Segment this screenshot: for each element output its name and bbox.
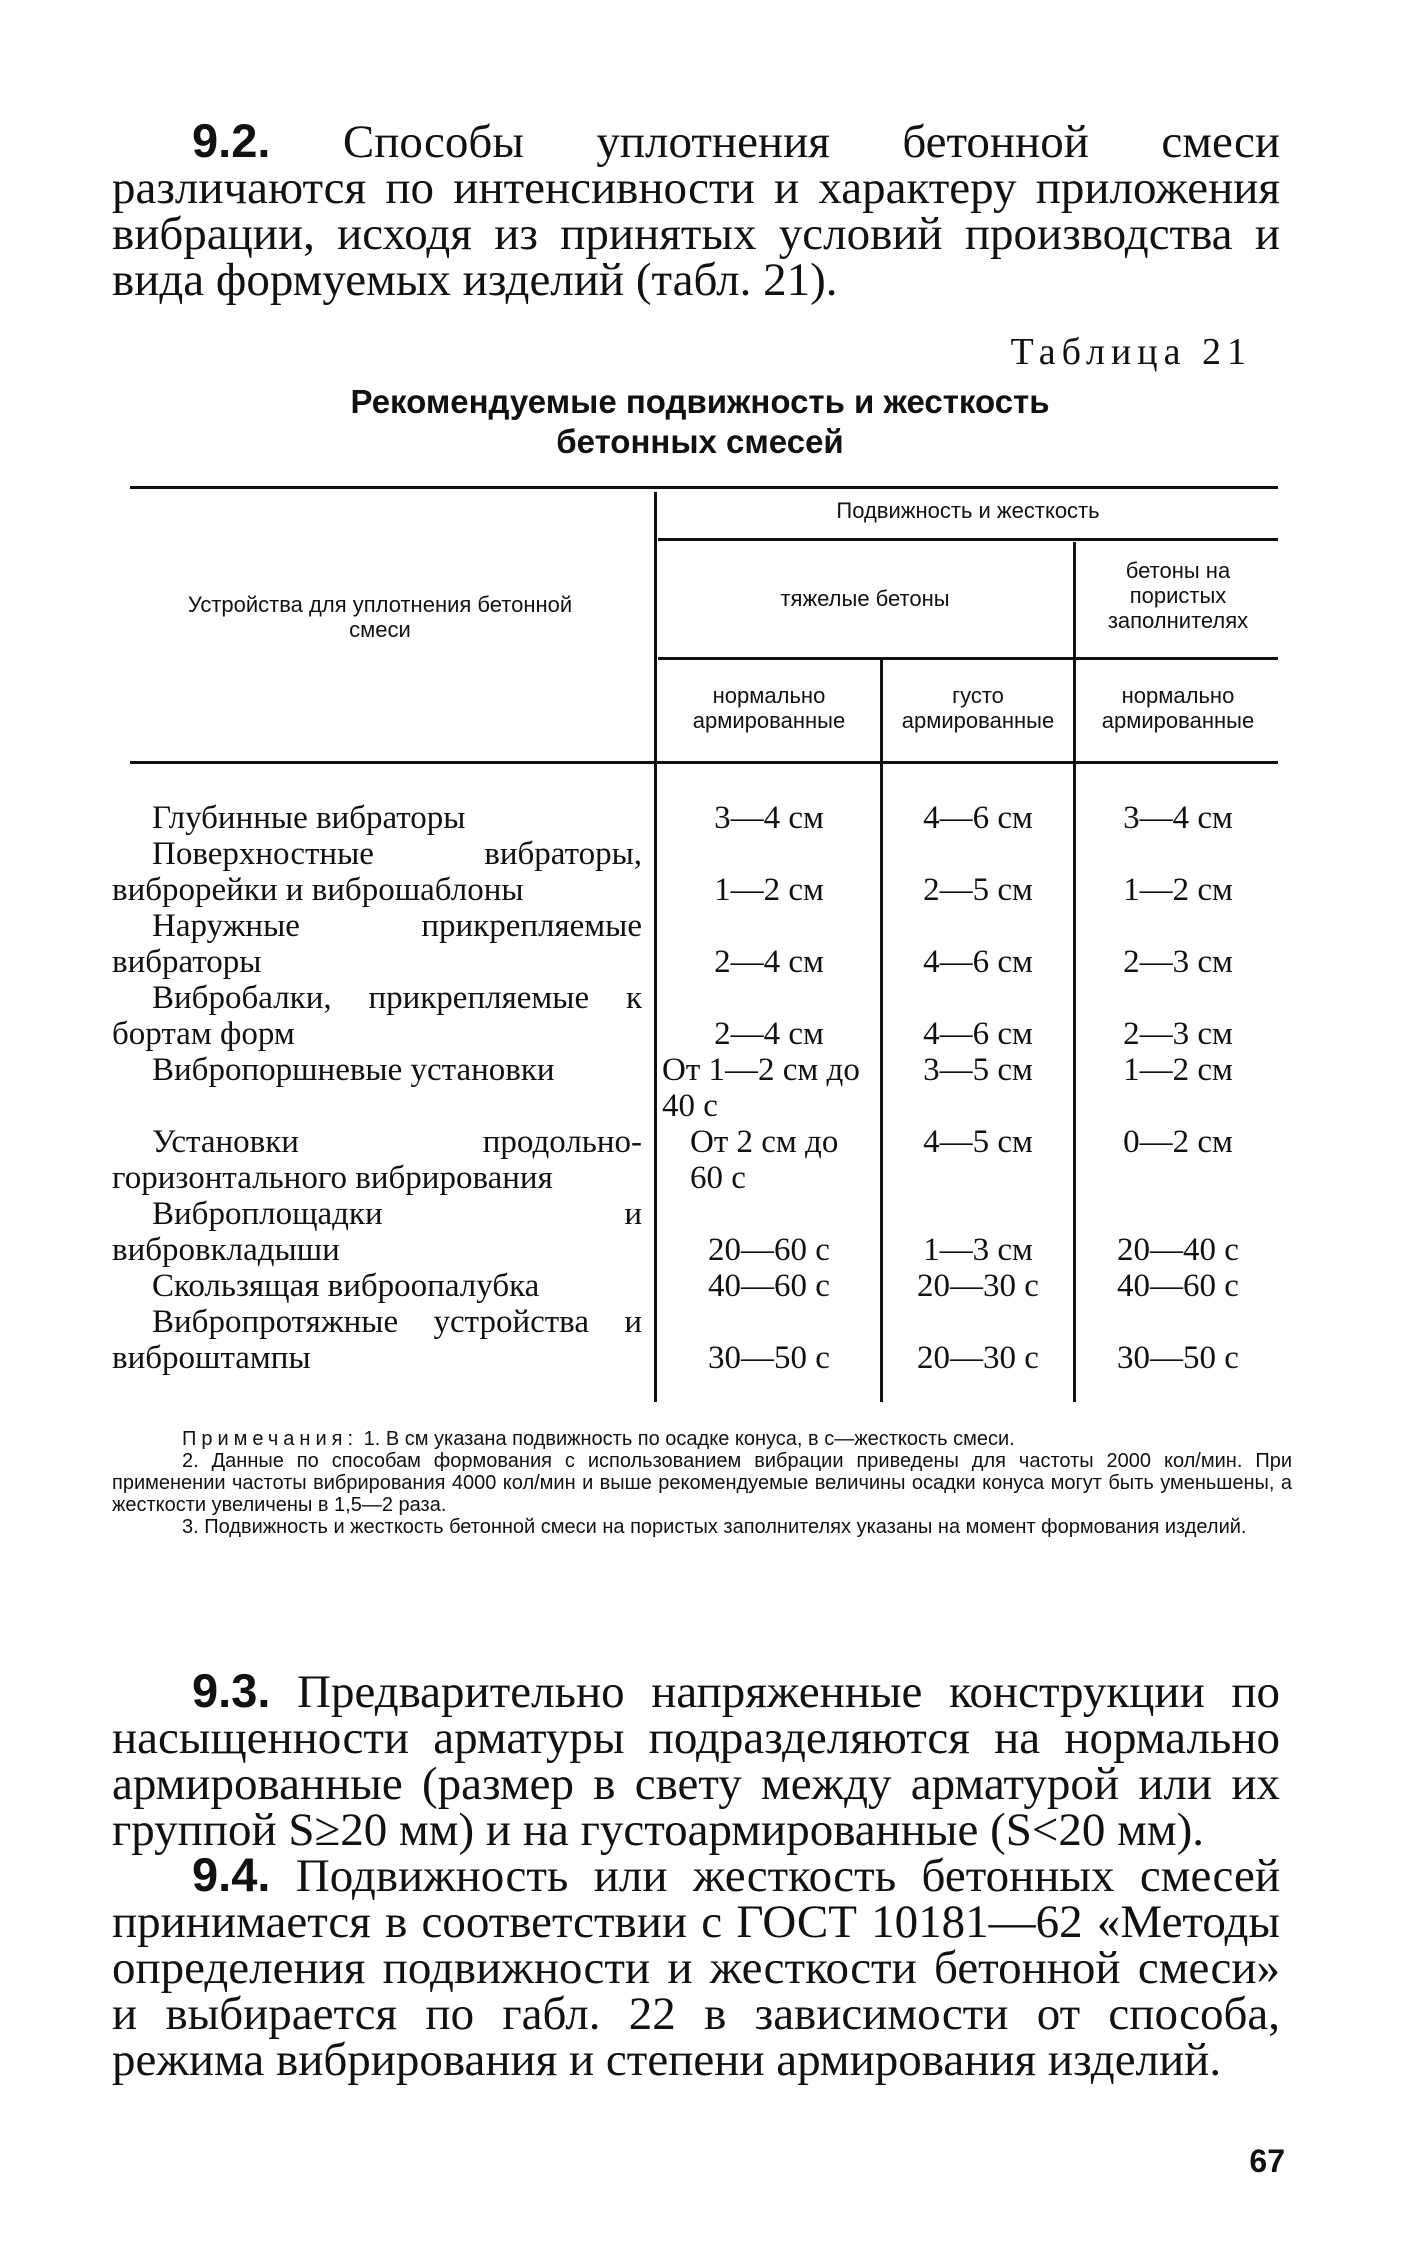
paragraph-9-4 bbox=[112, 1848, 1280, 2086]
table-row-label: Поверхностные вибраторы, виброрейки и виброшаблоны bbox=[112, 836, 642, 908]
table-cell: 4—5 см bbox=[923, 1124, 1033, 1160]
header-porous-concrete: бетоны на пористых заполнителях bbox=[1107, 558, 1249, 633]
table-cell: 2—3 см bbox=[1123, 944, 1233, 980]
table-top-rule bbox=[130, 486, 1278, 489]
table-row-label: Установки продольно-горизонтального вибрирования bbox=[112, 1124, 642, 1196]
paragraph-number: 9.4. bbox=[192, 1848, 271, 1901]
header-bottom-rule bbox=[130, 761, 1278, 764]
header-heavy-concrete: тяжелые бетоны bbox=[780, 586, 950, 611]
column-divider bbox=[654, 492, 657, 1402]
paragraph-9-3 bbox=[112, 1664, 1280, 1856]
table-row-label: Виброплощадки и вибровкладыши bbox=[112, 1196, 642, 1268]
table-row-label: Вибробалки, прикрепляемые к бортам форм bbox=[112, 980, 642, 1052]
table-cell: 1—2 см bbox=[1123, 1052, 1233, 1088]
table-cell: 1—2 см bbox=[1123, 872, 1233, 908]
header-rule bbox=[658, 538, 1278, 541]
table-cell: 2—4 см bbox=[714, 1016, 824, 1052]
table-cell: От 1—2 см до 40 с bbox=[662, 1052, 860, 1124]
note-2: 2. Данные по способам формования с использованием вибрации приведены для частоты 2000 кол/мин. При применении частоты вибрирования 4000 кол/мин и выше рекомендуемые величины осадки конуса могут быть уменьшены, а жесткости увеличены в 1,5—2 раза. bbox=[112, 1450, 1292, 1516]
table-cell: 1—2 см bbox=[714, 872, 824, 908]
paragraph-number: 9.3. bbox=[192, 1664, 271, 1717]
table-row-label: Вибропротяжные устройства и виброштампы bbox=[112, 1304, 642, 1376]
table-cell: 2—5 см bbox=[923, 872, 1033, 908]
table-cell: 2—3 см bbox=[1123, 1016, 1233, 1052]
table-cell: 20—40 с bbox=[1117, 1232, 1239, 1268]
table-cell: 4—6 см bbox=[923, 944, 1033, 980]
table-row-label: Наружные прикрепляемые вибраторы bbox=[112, 908, 642, 980]
paragraph-text: Предварительно напряженные конструкции по насыщенности арматуры подразделяются на нормально армированные (размер в свету между арматурой или их группой S≥20 мм) и на густоармированные (S<20 мм). bbox=[112, 1666, 1280, 1856]
table-cell: 1—3 см bbox=[923, 1232, 1033, 1268]
paragraph-9-2 bbox=[112, 114, 1280, 306]
table-row-label: Вибропоршневые установки bbox=[152, 1052, 555, 1088]
table-label: Таблица 21 bbox=[1010, 331, 1252, 373]
table-row-label: Скользящая виброопалубка bbox=[152, 1268, 540, 1304]
table-cell: 3—4 см bbox=[1123, 800, 1233, 836]
table-cell: 30—50 с bbox=[708, 1340, 830, 1376]
header-rule bbox=[658, 657, 1278, 660]
table-cell: 3—4 см bbox=[714, 800, 824, 836]
table-title-line: бетонных смесей bbox=[556, 423, 844, 460]
table-cell: 4—6 см bbox=[923, 800, 1033, 836]
table-cell: 40—60 с bbox=[1117, 1268, 1239, 1304]
table-cell: 40—60 с bbox=[708, 1268, 830, 1304]
table-cell: 3—5 см bbox=[923, 1052, 1033, 1088]
table-cell: 20—60 с bbox=[708, 1232, 830, 1268]
table-cell: 20—30 с bbox=[917, 1268, 1039, 1304]
notes-label: Примечания: bbox=[182, 1428, 359, 1450]
table-cell: 0—2 см bbox=[1123, 1124, 1233, 1160]
note-1: Примечания: 1. В см указана подвижность по осадке конуса, в с—жесткость смеси. bbox=[182, 1428, 1015, 1450]
table-row-label: Глубинные вибраторы bbox=[152, 800, 466, 836]
table-notes bbox=[112, 1428, 1292, 1538]
table-title-line: Рекомендуемые подвижность и жесткость bbox=[350, 383, 1050, 420]
table-cell: От 2 см до 60 с bbox=[690, 1124, 839, 1196]
table-cell: 20—30 с bbox=[917, 1340, 1039, 1376]
paragraph-text: Подвижность или жесткость бетонных смесей принимается в соответствии с ГОСТ 10181—62 «Методы определения подвижности и жесткости бетонной смеси» и выбирается по габл. 22 в зависимости от способа, режима вибрирования и степени армирования изделий. bbox=[112, 1850, 1280, 2086]
paragraph-text: Способы уплотнения бетонной смеси различаются по интенсивности и характеру приложения вибрации, исходя из принятых условий производства и вида формуемых изделий (табл. 21). bbox=[112, 116, 1280, 306]
header-normal-reinforced: нормально армированные bbox=[692, 683, 846, 733]
header-device: Устройства для уплотнения бетонной смеси bbox=[187, 592, 573, 642]
header-normal-reinforced-porous: нормально армированные bbox=[1101, 683, 1255, 733]
paragraph-number: 9.2. bbox=[192, 114, 271, 167]
page-number: 67 bbox=[1249, 2143, 1285, 2179]
header-mobility: Подвижность и жесткость bbox=[836, 498, 1100, 523]
header-dense-reinforced: густо армированные bbox=[901, 683, 1055, 733]
table-cell: 2—4 см bbox=[714, 944, 824, 980]
note-3: 3. Подвижность и жесткость бетонной смеси на пористых заполнителях указаны на момент формования изделий. bbox=[182, 1516, 1247, 1538]
table-title bbox=[200, 382, 1200, 462]
table-cell: 4—6 см bbox=[923, 1016, 1033, 1052]
table-cell: 30—50 с bbox=[1117, 1340, 1239, 1376]
